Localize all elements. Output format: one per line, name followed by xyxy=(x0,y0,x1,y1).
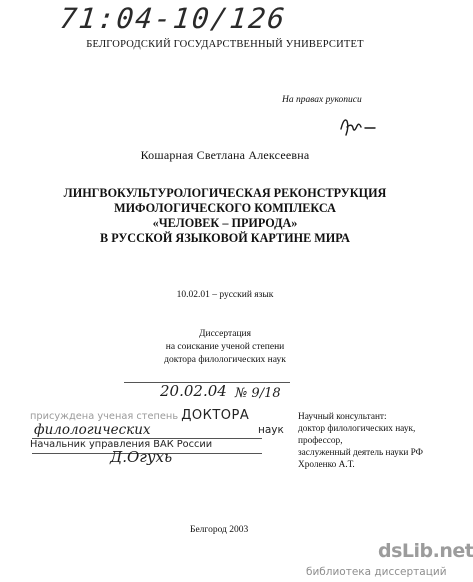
thesis-line: Диссертация xyxy=(199,329,251,339)
consultant-line: доктор филологических наук, xyxy=(298,424,416,434)
dslib-logo-tld: .net xyxy=(432,540,473,562)
thesis-title xyxy=(0,186,450,246)
stamp-hand-protocol: № 9/18 xyxy=(235,386,281,401)
rights-note: На правах рукописи xyxy=(282,95,362,105)
title-line: ЛИНГВОКУЛЬТУРОЛОГИЧЕСКАЯ РЕКОНСТРУКЦИЯ xyxy=(63,186,387,200)
stamp-degree: ДОКТОРА xyxy=(181,408,250,423)
author-name: Кошарная Светлана Алексеевна xyxy=(140,148,310,162)
dslib-subtitle: библиотека диссертаций xyxy=(306,566,447,578)
stamp-hand-signature: Д.Огухь xyxy=(110,448,173,466)
dslib-logo-main: dsLib xyxy=(378,540,433,562)
title-line: В РУССКОЙ ЯЗЫКОВОЙ КАРТИНЕ МИРА xyxy=(100,231,350,245)
dslib-logo xyxy=(378,540,473,562)
city-year: Белгород 2003 xyxy=(190,525,249,535)
university-name: БЕЛГОРОДСКИЙ ГОСУДАРСТВЕННЫЙ УНИВЕРСИТЕТ xyxy=(86,39,364,50)
author-signature-icon xyxy=(338,115,378,139)
consultant-line: профессор, xyxy=(298,436,343,446)
stamp-office: Начальник управления ВАК России xyxy=(30,439,213,450)
handwritten-catalog-number: 71:04-10/126 xyxy=(58,2,289,35)
thesis-degree-block xyxy=(0,328,450,367)
consultant-line: заслуженный деятель науки РФ xyxy=(298,448,423,458)
stamp-degree-line xyxy=(30,408,249,423)
vak-stamp xyxy=(30,372,320,472)
stamp-nauk: наук xyxy=(258,424,284,436)
thesis-line: доктора филологических наук xyxy=(164,355,286,365)
consultant-line: Научный консультант: xyxy=(298,412,387,422)
title-line: «ЧЕЛОВЕК – ПРИРОДА» xyxy=(152,216,298,230)
stamp-degree-prefix: присуждена ученая степень xyxy=(30,411,179,422)
title-line: МИФОЛОГИЧЕСКОГО КОМПЛЕКСА xyxy=(114,201,336,215)
stamp-hand-date: 20.02.04 xyxy=(160,382,227,400)
specialty-code: 10.02.01 – русский язык xyxy=(176,290,274,300)
consultant-line: Хроленко А.Т. xyxy=(298,460,355,470)
stamp-hand-field: филологических xyxy=(34,422,151,438)
thesis-line: на соискание ученой степени xyxy=(165,342,285,352)
